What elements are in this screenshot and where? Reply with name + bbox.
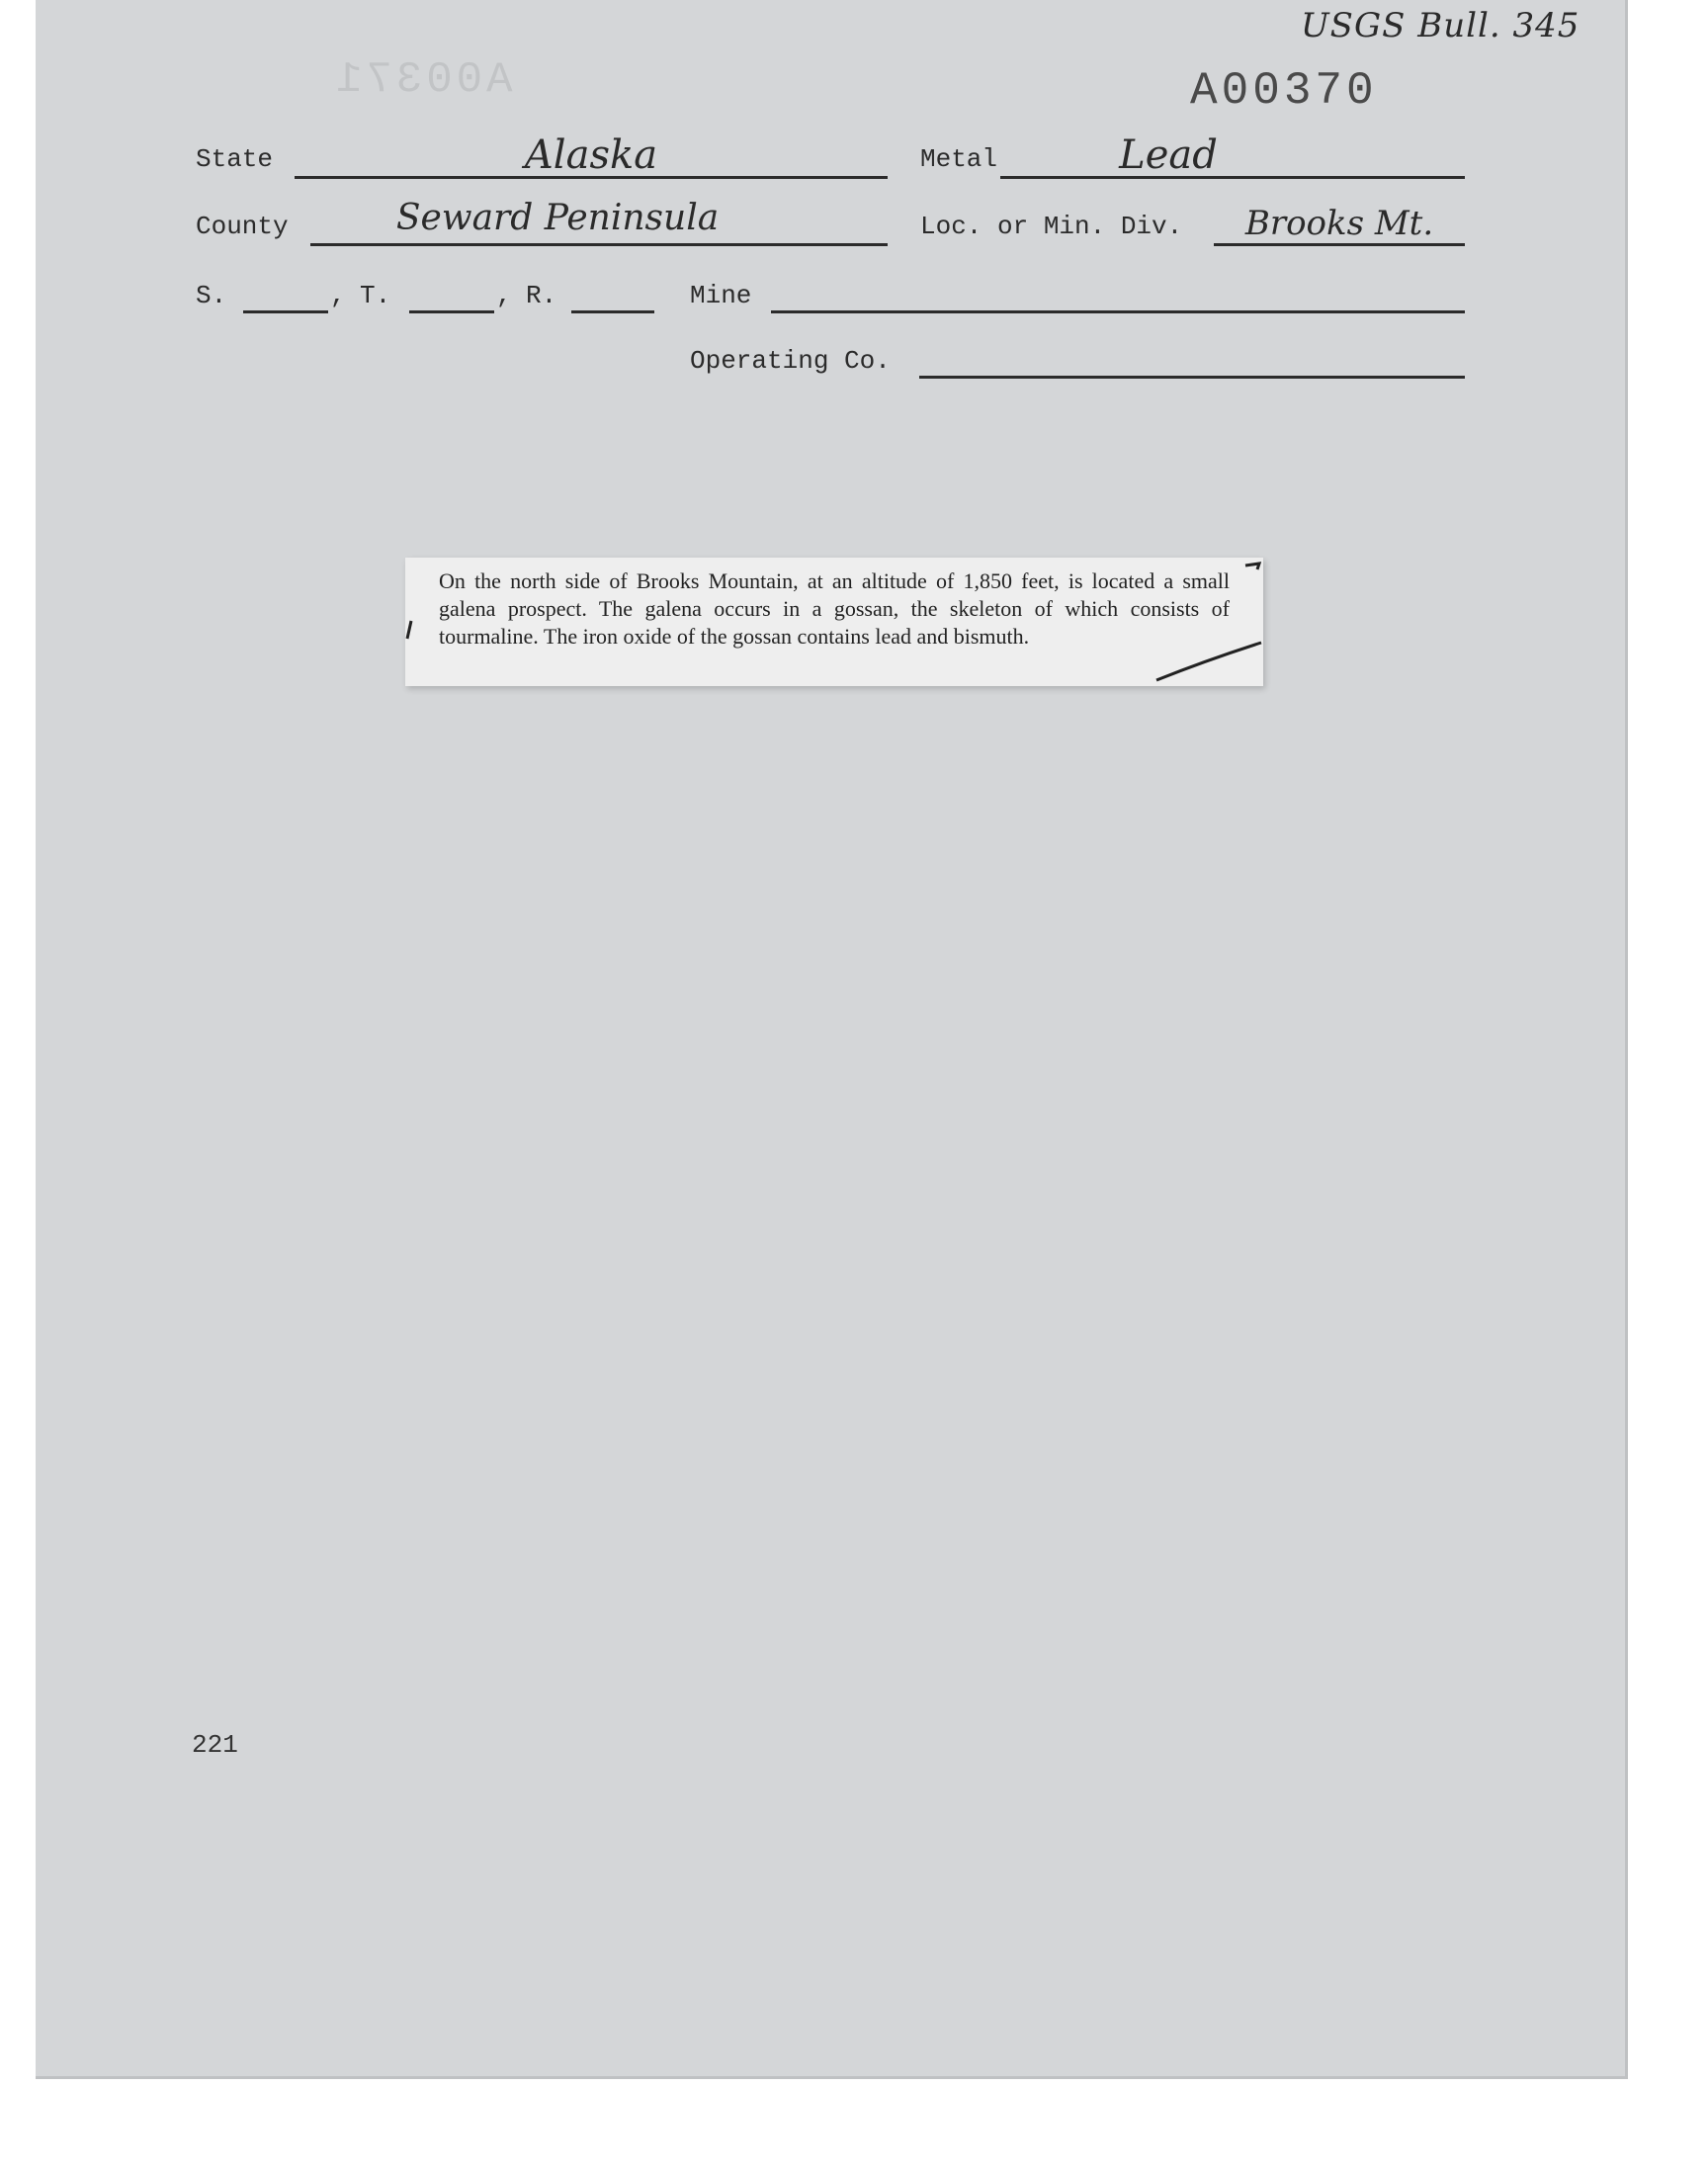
card-number-bleedthrough: A00371 <box>332 55 513 105</box>
page-number: 221 <box>192 1730 238 1760</box>
range-label: R. <box>526 281 557 310</box>
state-value: Alaska <box>524 132 658 178</box>
county-value: Seward Peninsula <box>395 198 720 238</box>
location-line <box>1214 243 1465 246</box>
county-line <box>310 243 888 246</box>
section-label: S. <box>196 281 227 310</box>
range-line <box>571 310 654 313</box>
township-comma: , <box>496 281 512 310</box>
newspaper-clipping <box>405 558 1263 686</box>
location-label: Loc. or Min. Div. <box>920 212 1183 241</box>
mine-label: Mine <box>690 281 752 310</box>
location-value: Brooks Mt. <box>1244 204 1434 243</box>
pencil-marks <box>405 558 1263 686</box>
section-line <box>243 310 328 313</box>
section-comma: , <box>330 281 346 310</box>
township-label: T. <box>360 281 391 310</box>
pencil-tick-top-right <box>1245 564 1259 569</box>
reference-note: USGS Bull. 345 <box>1301 6 1580 45</box>
operating-co-line <box>919 376 1465 379</box>
pencil-tick-left <box>407 621 411 639</box>
pencil-stroke-bottom-right <box>1156 643 1261 680</box>
operating-co-label: Operating Co. <box>690 346 891 376</box>
card-number: A00370 <box>1190 65 1378 117</box>
index-card <box>36 0 1628 2079</box>
metal-value: Lead <box>1119 132 1218 178</box>
metal-label: Metal <box>920 144 998 174</box>
county-label: County <box>196 212 289 241</box>
state-label: State <box>196 144 274 174</box>
clipping-text: On the north side of Brooks Mountain, at an altitude of 1,850 feet, is located a small galena prospect. The galena occurs in a gossan, the skeleton of which consists of tourmaline. The iron oxide of the gossan contains lead and bismuth. <box>439 568 1230 649</box>
mine-line <box>771 310 1465 313</box>
township-line <box>409 310 494 313</box>
